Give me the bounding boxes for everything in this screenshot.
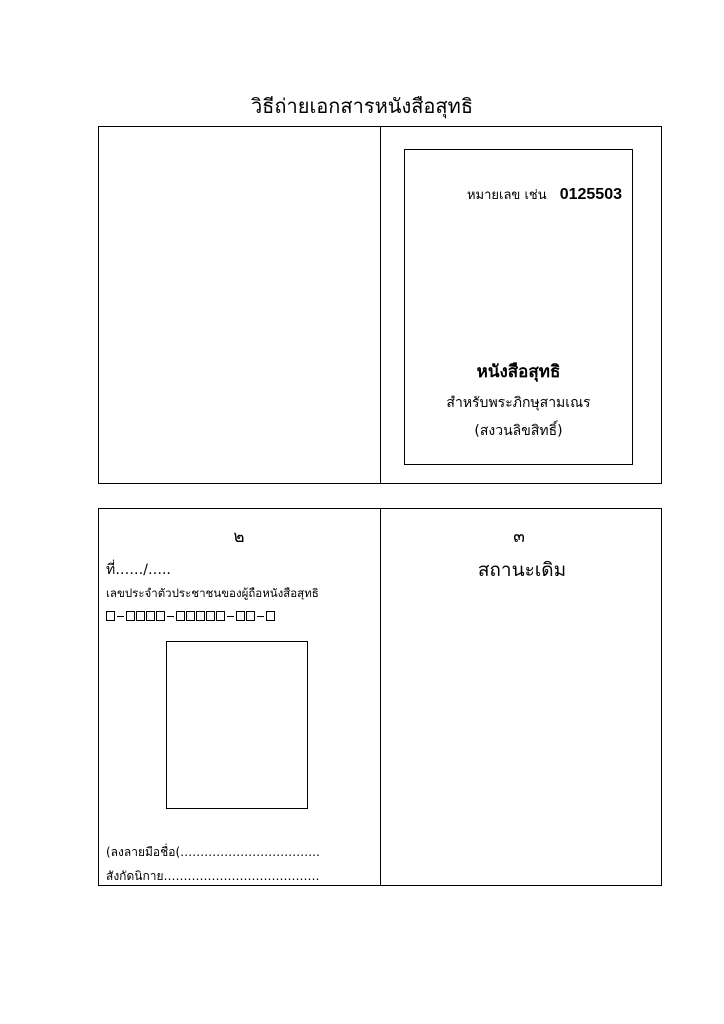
id-digit-box	[136, 611, 145, 621]
booklet-spread-inner	[98, 508, 662, 886]
cover-copyright-note: (สงวนลิขสิทธิ์)	[474, 423, 563, 439]
cover-subtitle: สำหรับพระภิกษุสามเณร	[446, 395, 591, 411]
photo-placeholder	[166, 641, 308, 809]
id-digit-box	[246, 611, 255, 621]
id-digit-box	[266, 611, 275, 621]
id-digit-box	[196, 611, 205, 621]
document-title: วิธีถ่ายเอกสารหนังสือสุทธิ	[250, 94, 474, 118]
id-digit-box	[146, 611, 155, 621]
id-separator	[227, 616, 234, 617]
id-digit-box	[236, 611, 245, 621]
cover-title: หนังสือสุทธิ	[476, 362, 561, 382]
booklet-cover	[404, 149, 633, 465]
id-digit-box	[126, 611, 135, 621]
id-digit-box	[206, 611, 215, 621]
serial-number-value: 0125503	[559, 186, 622, 203]
sect-affiliation-line: สังกัดนิกาย…………………………………	[106, 869, 320, 883]
signature-line: (ลงลายมือชื่อ(……………………………..	[106, 845, 320, 859]
id-separator	[117, 616, 124, 617]
former-status-title: สถานะเดิม	[477, 559, 567, 581]
citizen-id-label: เลขประจำตัวประชาชนของผู้ถือหนังสือสุทธิ	[106, 586, 319, 600]
page-number-2: ๒	[233, 527, 245, 547]
serial-number-row	[467, 184, 622, 205]
serial-number-label: หมายเลข เช่น	[466, 188, 547, 203]
id-digit-box	[176, 611, 185, 621]
page-number-3: ๓	[513, 527, 525, 547]
id-digit-box	[216, 611, 225, 621]
id-digit-box	[186, 611, 195, 621]
id-separator	[167, 616, 174, 617]
citizen-id-boxes	[106, 611, 276, 621]
spread-divider	[380, 127, 381, 483]
booklet-spread-front	[98, 126, 662, 484]
id-separator	[257, 616, 264, 617]
id-digit-box	[106, 611, 115, 621]
id-digit-box	[156, 611, 165, 621]
reference-number-line: ที่……/…..	[106, 562, 171, 578]
